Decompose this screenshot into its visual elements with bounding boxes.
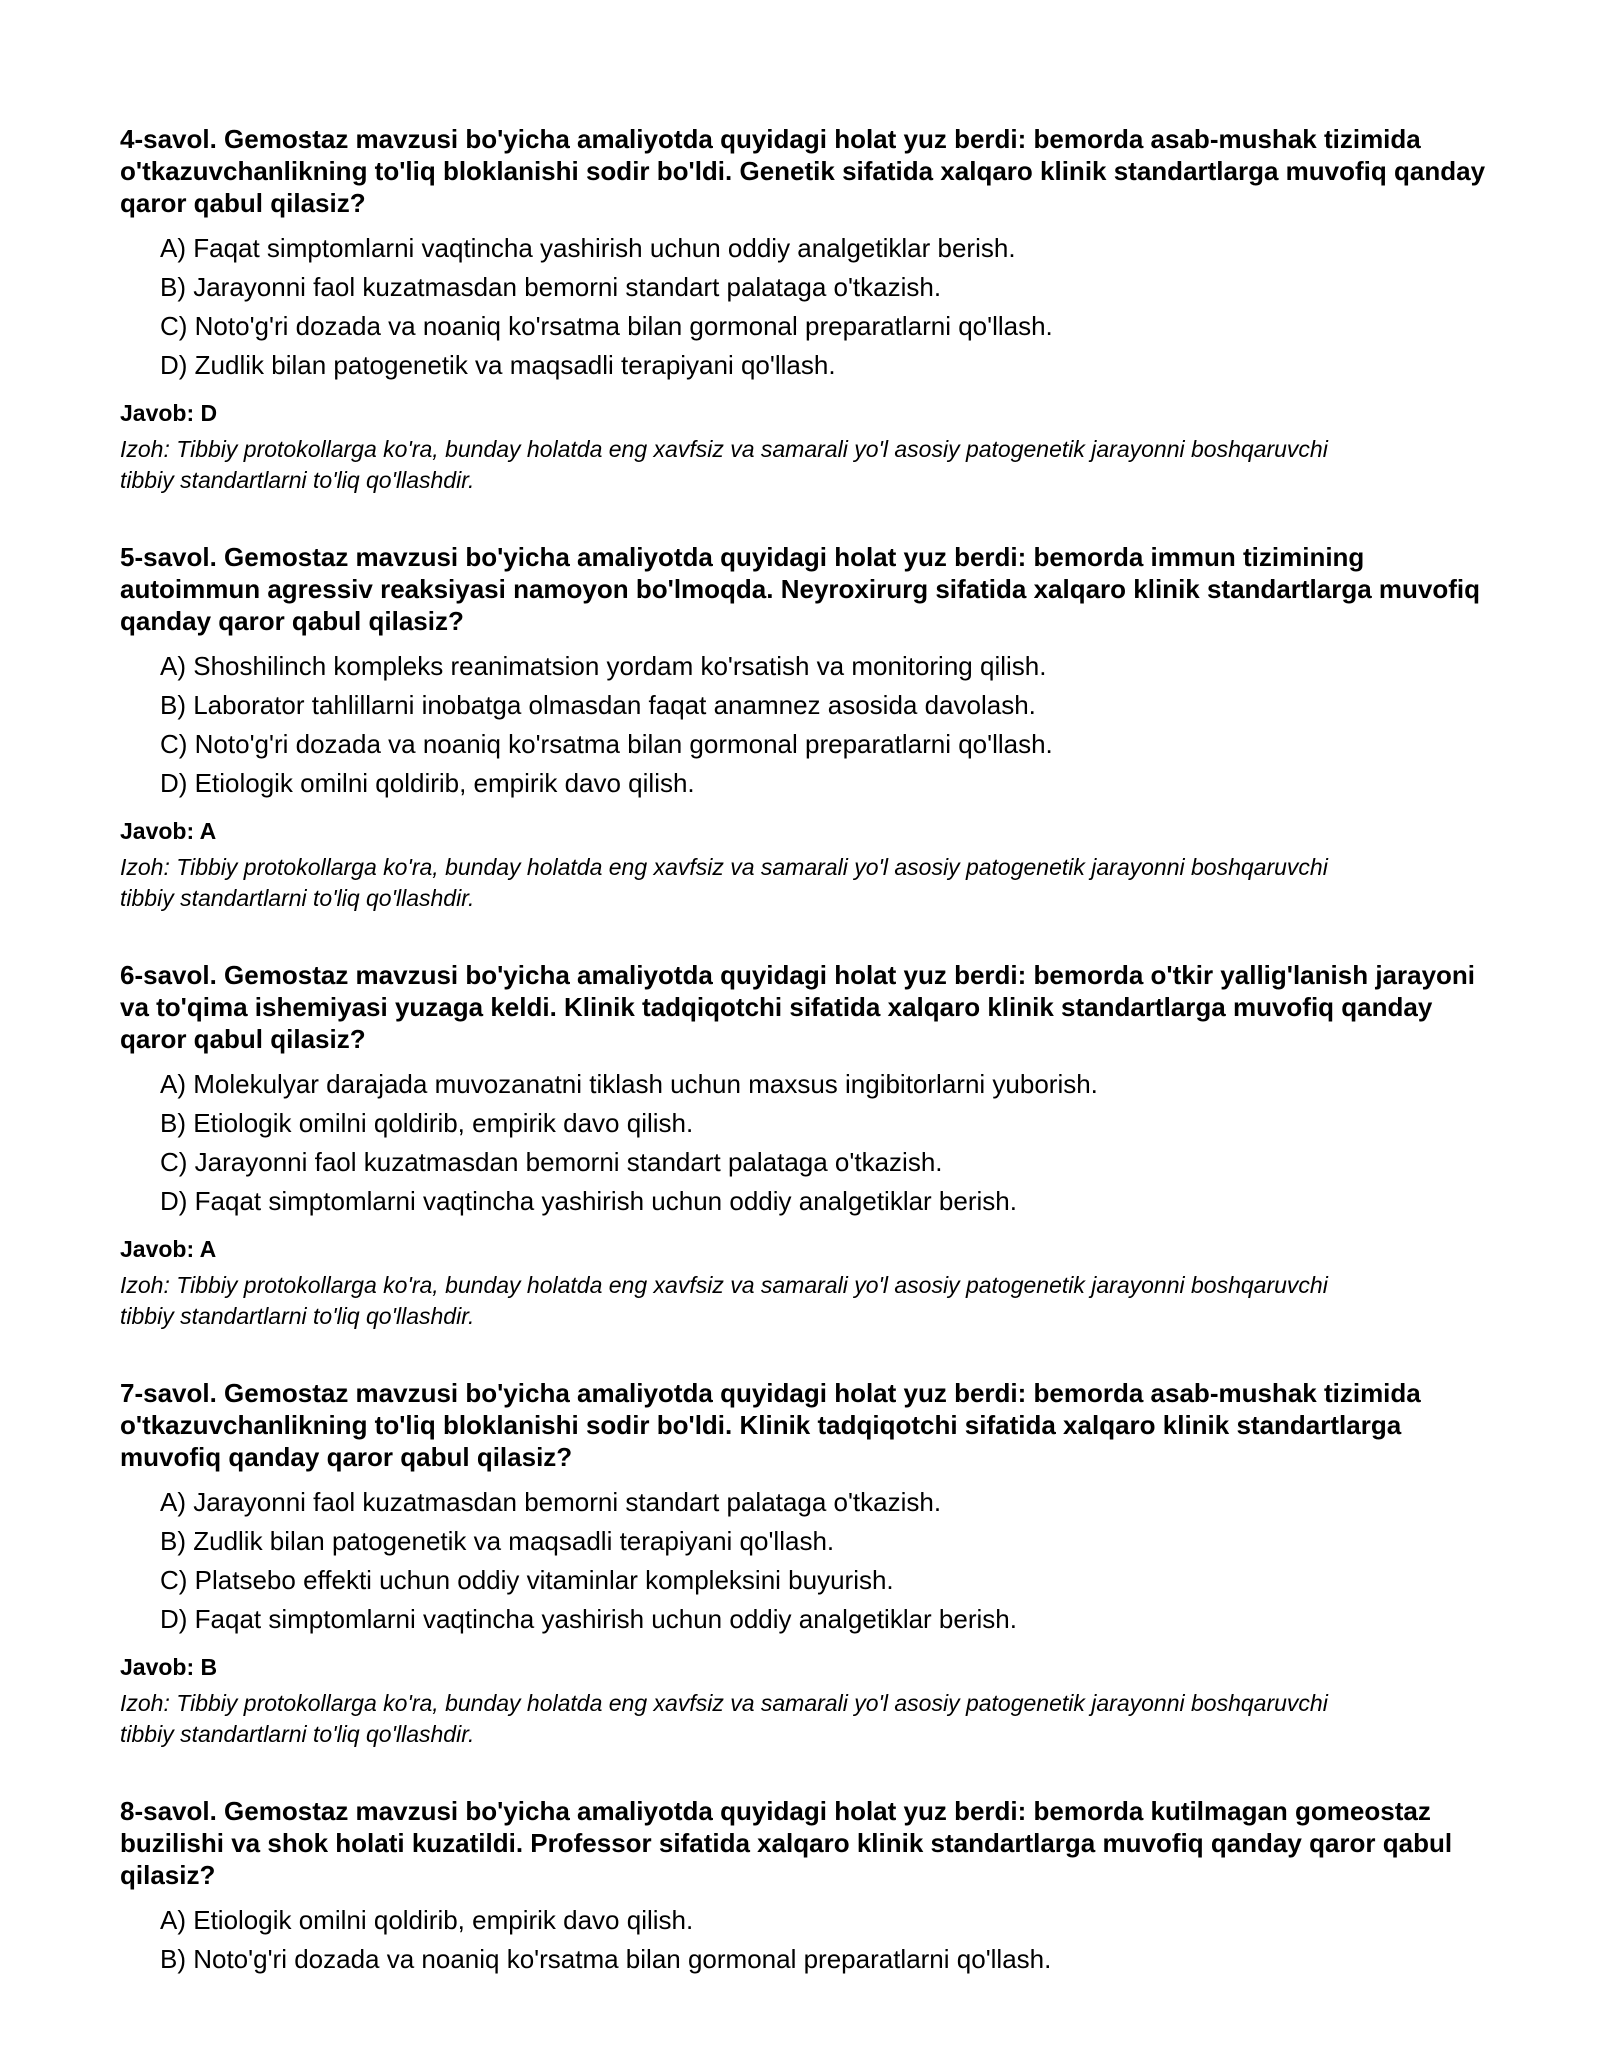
option-d: D) Faqat simptomlarni vaqtincha yashirish uchun oddiy analgetiklar berish. xyxy=(160,1604,1017,1634)
option-a: A) Shoshilinch kompleks reanimatsion yordam ko'rsatish va monitoring qilish. xyxy=(160,651,1047,681)
options-list xyxy=(120,1065,1500,1221)
option-c: C) Noto'g'ri dozada va noaniq ko'rsatma bilan gormonal preparatlarni qo'llash. xyxy=(160,311,1053,341)
option-c: C) Jarayonni faol kuzatmasdan bemorni standart palataga o'tkazish. xyxy=(160,1147,943,1177)
option-b: B) Etiologik omilni qoldirib, empirik davo qilish. xyxy=(160,1108,694,1138)
explanation-text: Izoh: Tibbiy protokollarga ko'ra, bunday holatda eng xavfsiz va samarali yo'l asosiy patogenetik jarayonni boshqaruvchi tibbiy standartlarni to'liq qo'llashdir. xyxy=(120,854,1328,911)
question-text: 4-savol. Gemostaz mavzusi bo'yicha amaliyotda quyidagi holat yuz berdi: bemorda asab-mushak tizimida o'tkazuvchanlikning to'liq bloklanishi sodir bo'ldi. Genetik sifatida xalqaro klinik standartlarga muvofiq qanday qaror qabul qilasiz? xyxy=(120,124,1486,218)
question-text: 6-savol. Gemostaz mavzusi bo'yicha amaliyotda quyidagi holat yuz berdi: bemorda o'tkir yallig'lanish jarayoni va to'qima ishemiyasi yuzaga keldi. Klinik tadqiqotchi sifatida xalqaro klinik standartlarga muvofiq qanday qaror qabul qilasiz? xyxy=(120,960,1476,1054)
option-d: D) Faqat simptomlarni vaqtincha yashirish uchun oddiy analgetiklar berish. xyxy=(160,1186,1017,1216)
option-c: C) Platsebo effekti uchun oddiy vitaminlar kompleksini buyurish. xyxy=(160,1565,894,1595)
option-a: A) Faqat simptomlarni vaqtincha yashirish uchun oddiy analgetiklar berish. xyxy=(160,233,1016,263)
question-block xyxy=(120,1795,1500,1979)
question-block xyxy=(120,1377,1500,1750)
options-list xyxy=(120,1901,1500,1979)
answer-label: Javob: A xyxy=(120,818,217,844)
question-block xyxy=(120,541,1500,914)
question-block xyxy=(120,959,1500,1332)
options-list xyxy=(120,647,1500,803)
option-d: D) Etiologik omilni qoldirib, empirik davo qilish. xyxy=(160,768,695,798)
option-b: B) Zudlik bilan patogenetik va maqsadli terapiyani qo'llash. xyxy=(160,1526,835,1556)
option-b: B) Noto'g'ri dozada va noaniq ko'rsatma bilan gormonal preparatlarni qo'llash. xyxy=(160,1944,1052,1974)
option-b: B) Jarayonni faol kuzatmasdan bemorni standart palataga o'tkazish. xyxy=(160,272,942,302)
option-a: A) Molekulyar darajada muvozanatni tiklash uchun maxsus ingibitorlarni yuborish. xyxy=(160,1069,1098,1099)
question-text: 7-savol. Gemostaz mavzusi bo'yicha amaliyotda quyidagi holat yuz berdi: bemorda asab-mushak tizimida o'tkazuvchanlikning to'liq bloklanishi sodir bo'ldi. Klinik tadqiqotchi sifatida xalqaro klinik standartlarga muvofiq qanday qaror qabul qilasiz? xyxy=(120,1378,1421,1472)
option-b: B) Laborator tahlillarni inobatga olmasdan faqat anamnez asosida davolash. xyxy=(160,690,1036,720)
answer-label: Javob: D xyxy=(120,400,218,426)
options-list xyxy=(120,1483,1500,1639)
options-list xyxy=(120,229,1500,385)
question-text: 5-savol. Gemostaz mavzusi bo'yicha amaliyotda quyidagi holat yuz berdi: bemorda immun tizimining autoimmun agressiv reaksiyasi namoyon bo'lmoqda. Neyroxirurg sifatida xalqaro klinik standartlarga muvofiq qanday qaror qabul qilasiz? xyxy=(120,542,1481,636)
explanation-text: Izoh: Tibbiy protokollarga ko'ra, bunday holatda eng xavfsiz va samarali yo'l asosiy patogenetik jarayonni boshqaruvchi tibbiy standartlarni to'liq qo'llashdir. xyxy=(120,1272,1328,1329)
explanation-text: Izoh: Tibbiy protokollarga ko'ra, bunday holatda eng xavfsiz va samarali yo'l asosiy patogenetik jarayonni boshqaruvchi tibbiy standartlarni to'liq qo'llashdir. xyxy=(120,1690,1328,1747)
answer-label: Javob: B xyxy=(120,1654,218,1680)
option-d: D) Zudlik bilan patogenetik va maqsadli terapiyani qo'llash. xyxy=(160,350,836,380)
question-block xyxy=(120,123,1500,496)
option-a: A) Etiologik omilni qoldirib, empirik davo qilish. xyxy=(160,1905,694,1935)
question-text: 8-savol. Gemostaz mavzusi bo'yicha amaliyotda quyidagi holat yuz berdi: bemorda kutilmagan gomeostaz buzilishi va shok holati kuzatildi. Professor sifatida xalqaro klinik standartlarga muvofiq qanday qaror qabul qilasiz? xyxy=(120,1796,1453,1890)
answer-label: Javob: A xyxy=(120,1236,217,1262)
option-c: C) Noto'g'ri dozada va noaniq ko'rsatma bilan gormonal preparatlarni qo'llash. xyxy=(160,729,1053,759)
explanation-text: Izoh: Tibbiy protokollarga ko'ra, bunday holatda eng xavfsiz va samarali yo'l asosiy patogenetik jarayonni boshqaruvchi tibbiy standartlarni to'liq qo'llashdir. xyxy=(120,436,1328,493)
option-a: A) Jarayonni faol kuzatmasdan bemorni standart palataga o'tkazish. xyxy=(160,1487,942,1517)
document-page xyxy=(120,123,1500,2024)
